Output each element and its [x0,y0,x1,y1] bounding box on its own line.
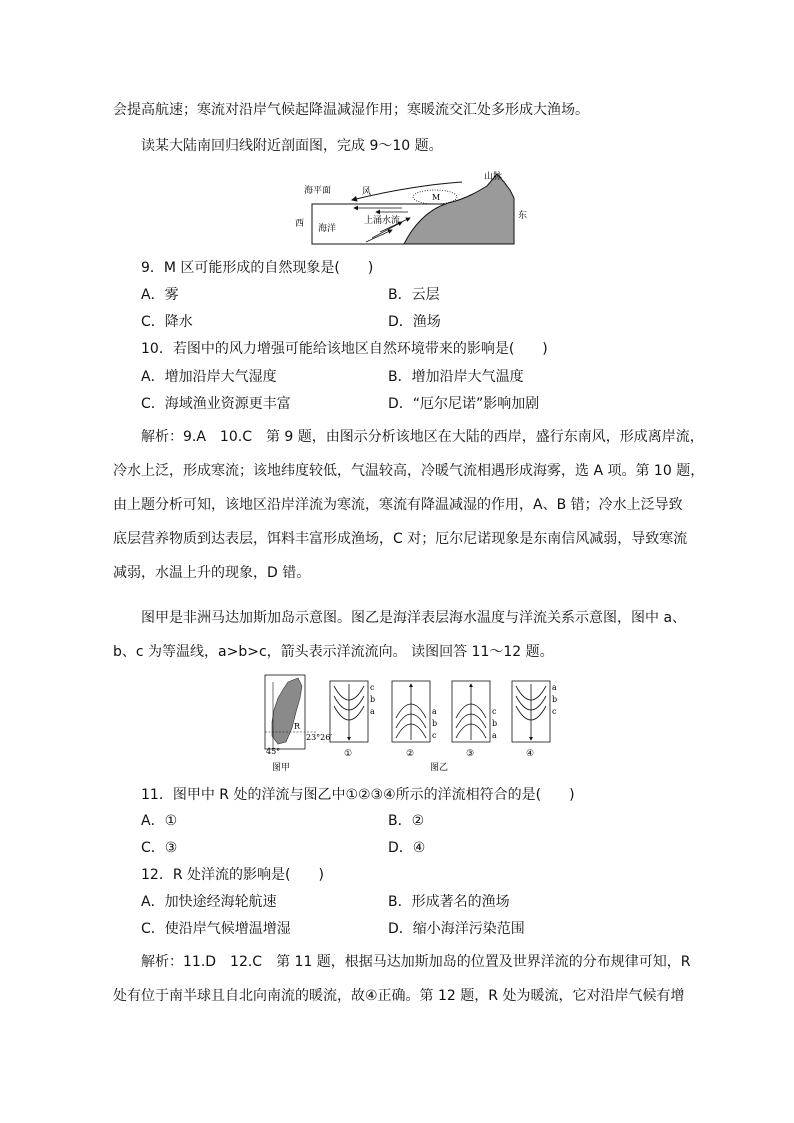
panel-number: ③ [466,749,475,759]
panel-number: ④ [526,749,535,759]
west-label: 西 [295,219,305,229]
question-intro-9-10: 读某大陆南回归线附近剖面图，完成 9～10 题。 [141,138,443,154]
map-jia [265,675,332,773]
r-label: R [294,722,301,731]
q11-option-a: A．① [141,813,178,829]
panel-number: ① [344,749,353,759]
isotherm-label: b [370,695,376,704]
q9-option-b: B．云层 [388,287,440,303]
land-mountain [404,174,514,244]
current-panel-4 [512,681,557,759]
q9-option-a: A．雾 [141,287,179,303]
panel-number: ② [406,749,415,759]
upwelling-label: 上涌水流 [364,216,401,226]
latitude-label: 23°26′ [306,733,333,742]
q12-option-a: A．加快途经海轮航速 [141,894,277,910]
figure-yi-label: 图乙 [430,763,449,773]
q9-option-c: C．降水 [141,314,193,330]
sea-level-label: 海平面 [304,186,332,196]
question-10-stem: 10．若图中的风力增强可能给该地区自然环境带来的影响是( ) [141,341,548,357]
current-panel-3 [452,681,497,759]
analysis-11-12-line: 处有位于南半球且自北向南流的暖流，故④正确。第 12 题，R 处为暖流，它对沿岸气候有增 [113,988,685,1004]
q10-option-a: A．增加沿岸大气湿度 [141,369,277,385]
east-label: 东 [518,211,528,221]
question-intro-11-12: b、c 为等温线，a>b>c，箭头表示洋流流向。 读图回答 11～12 题。 [113,644,554,660]
isotherm-label: c [432,731,437,740]
analysis-9-10-line: 减弱，水温上升的现象，D 错。 [113,565,311,581]
ocean-label: 海洋 [318,224,337,234]
q11-option-c: C．③ [141,840,178,856]
q11-option-b: B．② [388,813,425,829]
analysis-9-10-line: 由上题分析可知，该地区沿岸洋流为寒流，寒流有降温减湿的作用，A、B 错；冷水上泛导致 [113,497,683,513]
figure-jia-label: 图甲 [272,763,291,773]
analysis-9-10-line: 底层营养物质到达表层，饵料丰富形成渔场，C 对；厄尔尼诺现象是东南信风减弱，导致寒流 [113,531,688,547]
longitude-label: 45° [266,747,281,756]
question-12-stem: 12．R 处洋流的影响是( ) [141,867,324,883]
analysis-9-10-line: 解析：9.A 10.C 第 9 题，由图示分析该地区在大陆的西岸，盛行东南风，形成离岸流， [141,429,704,445]
q12-option-d: D．缩小海洋污染范围 [388,921,525,937]
question-9-stem: 9．M 区可能形成的自然现象是( ) [141,260,374,276]
question-intro-11-12: 图甲是非洲马达加斯加岛示意图。图乙是海洋表层海水温度与洋流关系示意图，图中 a、 [141,610,687,626]
madagascar-current-figure [258,672,568,778]
isotherm-label: c [370,683,375,692]
isotherm-label: c [552,707,557,716]
paragraph-continuation: 会提高航速；寒流对沿岸气候起降温减湿作用；寒暖流交汇处多形成大渔场。 [113,102,589,118]
q10-option-c: C．海域渔业资源更丰富 [141,396,291,412]
isotherm-label: c [492,707,497,716]
mountain-label: 山脉 [484,172,503,182]
wind-label: 风 [362,187,372,197]
current-panel-2 [392,681,437,759]
m-label: M [432,193,441,202]
q10-option-d: D．“厄尔尼诺”影响加剧 [388,396,540,412]
q10-option-b: B．增加沿岸大气温度 [388,369,524,385]
analysis-9-10-line: 冷水上泛，形成寒流；该地纬度较低，气温较高，冷暖气流相遇形成海雾，选 A 项。第 10 题， [113,463,705,479]
upwelling-arrow [366,230,392,242]
isotherm-label: b [432,719,438,728]
cross-section-figure [292,168,532,246]
isotherm-label: a [492,731,497,740]
q11-option-d: D．④ [388,840,426,856]
q9-option-d: D．渔场 [388,314,441,330]
isotherm-label: b [552,695,558,704]
isotherm-label: b [492,719,498,728]
current-panel-1 [330,681,375,759]
q12-option-c: C．使沿岸气候增温增湿 [141,921,291,937]
analysis-11-12-line: 解析：11.D 12.C 第 11 题，根据马达加斯加岛的位置及世界洋流的分布规律可知，R [141,954,691,970]
isotherm-label: a [432,707,437,716]
q12-option-b: B．形成著名的渔场 [388,894,510,910]
madagascar-island [272,678,302,744]
isotherm-label: a [552,683,557,692]
isotherm-label: a [370,707,375,716]
question-11-stem: 11．图甲中 R 处的洋流与图乙中①②③④所示的洋流相符合的是( ) [141,787,575,803]
